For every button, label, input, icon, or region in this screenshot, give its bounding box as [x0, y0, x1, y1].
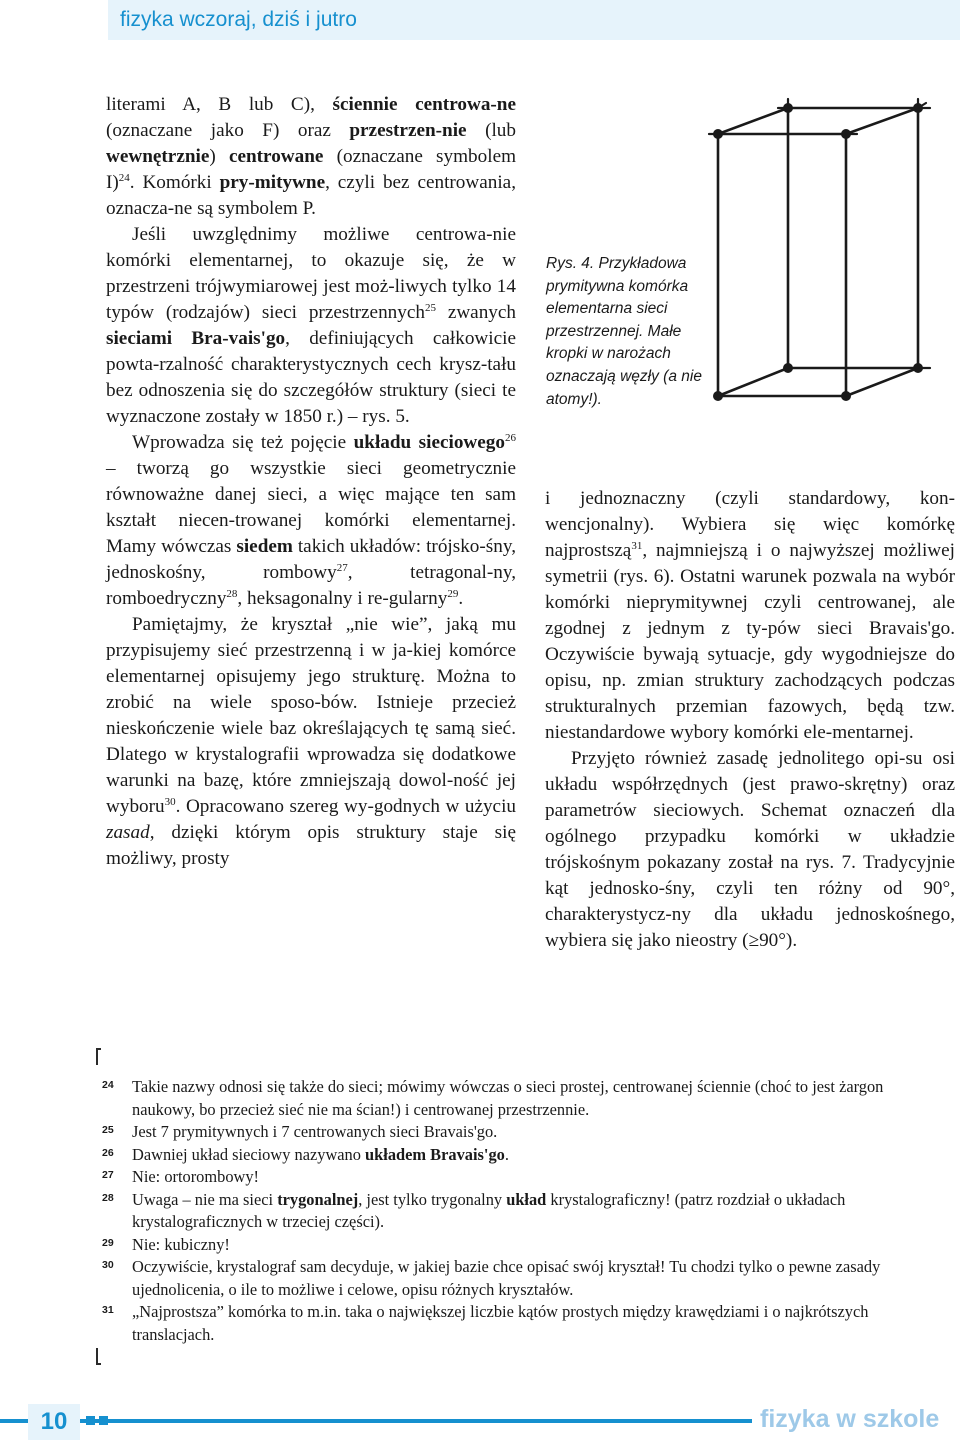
paragraph: [545, 746, 955, 954]
lattice-node: [913, 363, 923, 373]
text-run: , heksagonalny i re-gularny: [237, 588, 448, 609]
footnote-ref[interactable]: 24: [118, 172, 130, 184]
paragraph: [545, 486, 955, 746]
lattice-node: [841, 391, 851, 401]
text-run: Pamiętajmy, że kryształ „nie wie”, jaką mu przypisujemy sieć przestrzenną i w ja-kiej komórce elementarnej opisujemy jego strukturę. Można to zrobić na wiele sposo-bów. Istnieje przecież nieskończenie wiele baz określających tę samą sieć. Dlatego w krystalografii wprowadza się dodatkowe warunki na bazę, które zmniejszają dowol-ność jej wyboru: [106, 614, 516, 817]
right-column: [545, 486, 955, 954]
footnote-ref[interactable]: 29: [447, 588, 459, 600]
footnote-25: [96, 1121, 926, 1144]
cell-edge: [718, 368, 788, 396]
running-header: [108, 0, 960, 40]
term-lattice-system: układu sieciowego: [353, 432, 505, 453]
footnote-text: Takie nazwy odnosi się także do sieci; mówimy wówczas o sieci prostej, centrowanej ściennie (choć to jest żargon naukowy, bo przecież sieć nie ma ścian!) i centrowanej przestrzennie.: [132, 1077, 884, 1119]
footnote-rule-bottom: [96, 1363, 101, 1365]
lattice-node: [713, 129, 723, 139]
footnote-rule-top: [96, 1048, 101, 1050]
footnote-number: 30: [102, 1259, 114, 1271]
footnote-text: , jest tylko trygonalny: [358, 1189, 507, 1209]
text-run: , definiujących całkowicie powta-rzalność charakterystycznych cech krysz-tału bez odnoszenia się do szczegółów struktury (sieci te wyznaczone zostały w 1850 r.) – rys. 5.: [106, 328, 516, 427]
footnote-ref[interactable]: 25: [424, 302, 436, 314]
magazine-name: fizyka w szkole: [760, 1405, 940, 1433]
footnote-text: Nie: kubiczny!: [132, 1234, 230, 1254]
footnote-term: układ: [506, 1189, 547, 1209]
footnote-27: [96, 1166, 926, 1189]
footnote-28: [96, 1189, 926, 1234]
text-run: .: [458, 588, 464, 609]
footnote-rule-left: [96, 1048, 98, 1065]
text-run: zwanych: [435, 302, 516, 323]
footnote-31: [96, 1301, 926, 1346]
term-bravais-lattices: sieciami Bra-vais'go: [106, 328, 286, 349]
text-run: Przyjęto również zasadę jednolitego opi-su osi układu współrzędnych (jest prawo-skrętny) oraz parametrów sieciowych. Schemat oznaczeń dla ogólnego przypadku komórki w układzie trójskośnym pokazany został na rys. 7. Tradycyjnie kąt jednosko-śny, czyli ten różny od 90°, charakterystycz-ny dla układu jednoskośnego, wybiera się jako nieostry (≥90°).: [545, 748, 955, 951]
section-title: fizyka wczoraj, dziś i jutro: [120, 8, 357, 31]
text-run: (lub: [466, 120, 516, 141]
footnote-ref[interactable]: 26: [505, 432, 516, 444]
lattice-node: [913, 103, 923, 113]
footnote-30: [96, 1256, 926, 1301]
footnote-term: trygonalnej: [277, 1189, 359, 1209]
footnote-text: .: [504, 1144, 509, 1164]
text-run: , dzięki którym opis struktury staje się możliwy, prosty: [106, 822, 516, 869]
footnote-ref[interactable]: 27: [336, 562, 348, 574]
cell-edge: [718, 108, 788, 134]
text-run: ): [209, 146, 229, 167]
text-run: takich układów: trójsko-śny, jednoskośny, rombowy: [106, 536, 516, 583]
footnotes: [96, 1076, 926, 1346]
text-run: literami A, B lub C),: [106, 94, 333, 115]
unit-cell-figure: [706, 96, 946, 401]
footnote-text: Nie: ortorombowy!: [132, 1167, 260, 1186]
text-run: (oznaczane jako F) oraz: [106, 120, 350, 141]
text-run: , tetragonal-ny, romboedryczny: [106, 562, 516, 609]
text-run: , najmniejszą i o najwyższej możliwej symetrii (rys. 6). Ostatni warunek pozwala na wybór komórki nieprymitywnej czyli centrowanej, ale zgodnej z jednym z ty-pów sieci Bravais'go. Oczywiście bywają sytuacje, gdy wygodniejsze do opisu, np. zmian struktury zachodzących podczas strukturalnych przemian fazowych, będą tzw. niestandardowe wybory komórki ele-mentarnej.: [545, 540, 955, 743]
paragraph: [106, 612, 516, 872]
text-run: Jeśli uwzględnimy możliwe centrowa-nie komórki elementarnej, to okazuje się, że w przestrzeni trójwymiarowej jest moż-liwych tylko 14 typów (rodzajów) sieci przestrzennych: [106, 224, 516, 323]
footer-rule: [0, 1419, 752, 1423]
text-run: . Opracowano szereg wy-godnych w użyciu: [175, 796, 516, 817]
footnote-term: układem Bravais'go: [365, 1144, 505, 1164]
footnote-number: 26: [102, 1146, 114, 1159]
footnote-ref[interactable]: 30: [164, 796, 176, 808]
footnote-text: krystalograficzny! (patrz rozdział o układach krystalograficznych w trzeciej części).: [132, 1189, 846, 1231]
footer-ornament: [86, 1416, 95, 1425]
footnote-text: „Najprostsza” komórka to m.in. taka o największej liczbie kątów prostych między krawędziami i o najkrótszych translacjach.: [132, 1302, 869, 1344]
term-inner: wewnętrznie: [106, 146, 210, 167]
footnote-number: 24: [102, 1079, 114, 1091]
footnote-26: [96, 1144, 926, 1167]
footnote-text: Dawniej układ sieciowy nazywano: [132, 1144, 366, 1164]
figure-caption: Rys. 4. Przykładowa prymitywna komórka elementarna sieci przestrzennej. Małe kropki w narożach oznaczają węzły (a nie atomy!).: [546, 255, 702, 408]
footnote-ref[interactable]: 28: [226, 588, 238, 600]
paragraph: [106, 92, 516, 222]
text-run: , czyli bez centrowania, oznacza-ne są symbolem P.: [106, 172, 516, 219]
lattice-node: [783, 103, 793, 113]
left-column: [106, 92, 516, 872]
footnote-number: 28: [102, 1191, 114, 1204]
paragraph: [106, 222, 516, 430]
footer-ornament: [99, 1416, 108, 1425]
footnote-text: Uwaga – nie ma sieci: [132, 1189, 278, 1209]
text-run: (oznaczane symbolem I): [106, 146, 517, 193]
term-rules: zasad: [106, 822, 150, 843]
footnote-number: 27: [102, 1169, 114, 1181]
term-primitive: pry-mitywne: [219, 172, 326, 193]
lattice-node: [841, 129, 851, 139]
footnote-ref[interactable]: 31: [631, 540, 643, 552]
text-run: . Komórki: [129, 172, 220, 193]
footnote-24: [96, 1076, 926, 1121]
page-number-box: [28, 1404, 80, 1440]
term-face-centered: ściennie centrowa-ne: [332, 94, 516, 115]
term-body: przestrzen-nie: [349, 120, 467, 141]
footnote-number: 29: [102, 1236, 114, 1249]
footnote-29: [96, 1234, 926, 1257]
footnote-number: 31: [102, 1304, 114, 1316]
text-run: Wprowadza się też pojęcie: [132, 432, 354, 453]
text-run: i jednoznaczny (czyli standardowy, kon-wencjonalny). Wybiera się więc komórkę najprostszą: [545, 488, 955, 561]
text-run: – tworzą go wszystkie sieci geometrycznie równoważne danej sieci, a więc mające ten sam kształt niecen-trowanej komórki elementarnej. Mamy wówczas: [106, 458, 516, 557]
term-centered: centrowane: [228, 146, 324, 167]
term-seven: siedem: [236, 536, 293, 557]
lattice-node: [713, 391, 723, 401]
footnote-text: Jest 7 prymitywnych i 7 centrowanych sieci Bravais'go.: [132, 1122, 498, 1141]
cell-edge: [846, 368, 918, 396]
paragraph: [106, 430, 516, 612]
cell-edge: [846, 108, 918, 134]
page-number: 10: [40, 1408, 68, 1435]
footnote-text: Oczywiście, krystalograf sam decyduje, w jakiej bazie chce opisać swój kryształ! Tu chodzi tylko o pewne zasady ujednolicenia, o ile to możliwe i celowe, opisu różnych kryształów.: [132, 1257, 881, 1299]
footnote-number: 25: [102, 1124, 114, 1136]
lattice-node: [783, 363, 793, 373]
